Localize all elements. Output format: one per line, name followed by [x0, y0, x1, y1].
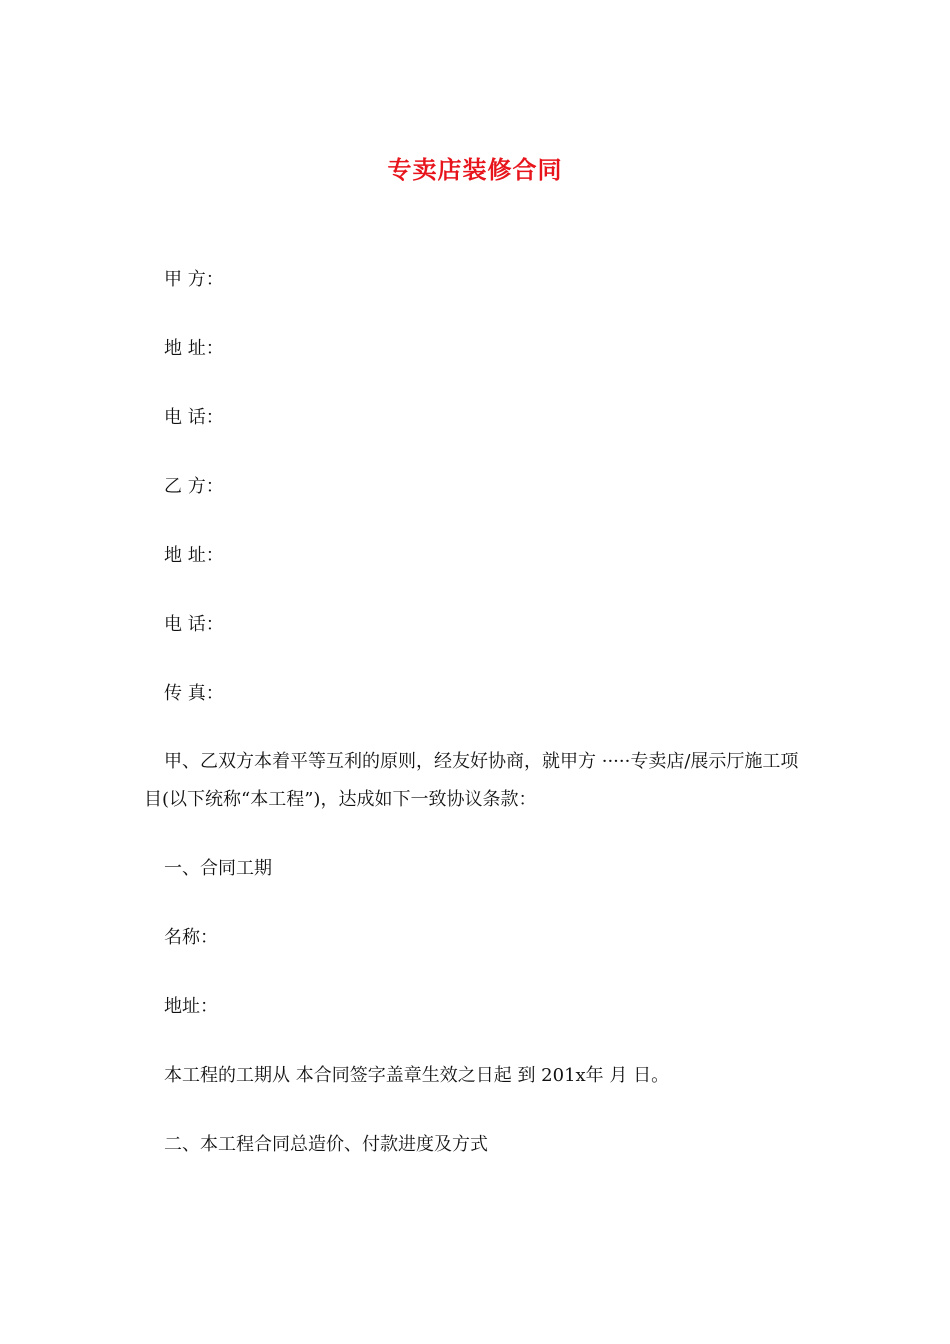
party-b-phone-label: 电 话： — [164, 614, 224, 635]
party-a-address-label: 地 址： — [164, 338, 224, 359]
duration-text: 本工程的工期从 本合同签字盖章生效之日起 到 201x年 月 日。 — [164, 1065, 670, 1086]
project-name-label: 名称： — [164, 927, 218, 948]
party-b-fax-label: 传 真： — [164, 683, 224, 704]
intro-paragraph: 甲、乙双方本着平等互利的原则，经友好协商，就甲方 ·····专卖店/展示厅施工项目(以下统称“本工程”)，达成如下一致协议条款： — [144, 751, 799, 810]
party-b-address-label: 地 址： — [164, 545, 224, 566]
section-2-heading: 二、本工程合同总造价、付款进度及方式 — [164, 1134, 488, 1155]
party-b-label: 乙 方： — [164, 476, 224, 497]
project-address-label: 地址： — [164, 996, 218, 1017]
document-title: 专卖店装修合同 — [387, 156, 563, 184]
party-a-phone-label: 电 话： — [164, 407, 224, 428]
party-a-label: 甲 方： — [164, 269, 224, 290]
section-1-heading: 一、合同工期 — [164, 858, 272, 879]
